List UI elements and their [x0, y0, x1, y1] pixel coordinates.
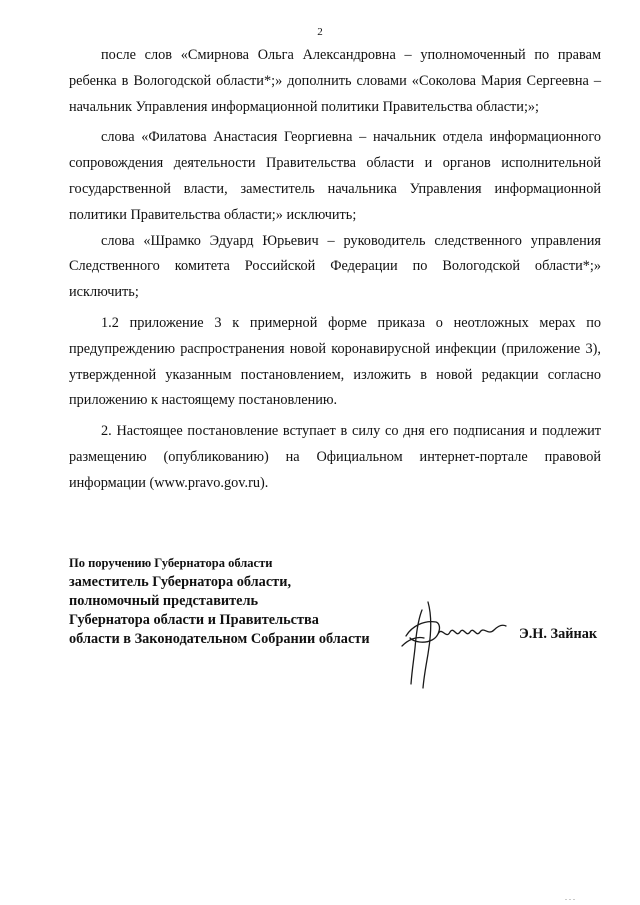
page-number: 2: [317, 26, 323, 38]
paragraph-add-sokolova: после слов «Смирнова Ольга Александровна – уполномоченный по правам ребенка в Вологодской области*;» дополнить словами «Соколова Мария Сергеевна – начальник Управления информационной политики Правительства области;»;: [69, 47, 601, 115]
signatory-line-2: заместитель Губернатора области,: [69, 574, 292, 590]
handwritten-signature: [398, 596, 508, 691]
corner-marks: . . .: [565, 893, 575, 902]
signatory-line-4: Губернатора области и Правительства: [69, 612, 319, 628]
signatory-line-1: По поручению Губернатора области: [69, 556, 273, 570]
paragraph-remove-filatova: слова «Филатова Анастасия Георгиевна – начальник отдела информационного сопровождения деятельности Правительства области и органов исполнительной государственной власти, заместитель начальника Управления информационной политики Правительства области;» исключить;: [69, 129, 601, 223]
document-body: [69, 43, 601, 497]
signatory-title-block: [69, 554, 409, 649]
signatory-line-3: полномочный представитель: [69, 593, 259, 609]
signer-name: Э.Н. Зайнак: [519, 626, 598, 642]
paragraph-effective-date: 2. Настоящее постановление вступает в силу со дня его подписания и подлежит размещению (опубликованию) на Официальном интернет-портале правовой информации (www.pravo.gov.ru).: [69, 423, 601, 491]
paragraph-remove-shramko: слова «Шрамко Эдуард Юрьевич – руководитель следственного управления Следственного комитета Российской Федерации по Вологодской области*;» исключить;: [69, 232, 601, 301]
paragraph-appendix-3: 1.2 приложение 3 к примерной форме приказа о неотложных мерах по предупреждению распространения новой коронавирусной инфекции (приложение 3), утвержденной указанным постановлением, изложить в новой редакции согласно приложению к настоящему постановлению.: [69, 314, 601, 409]
signatory-line-5: области в Законодательном Собрании области: [69, 631, 370, 647]
